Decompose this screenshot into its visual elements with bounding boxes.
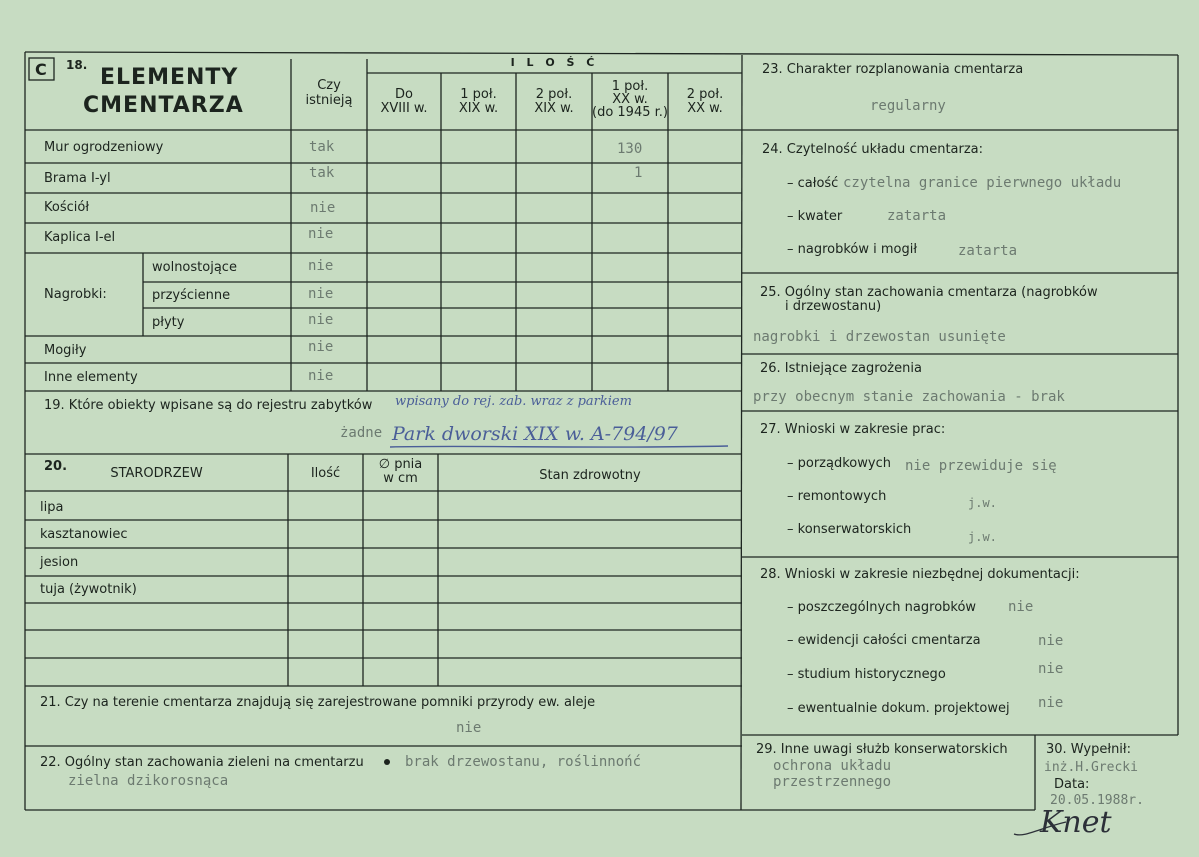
column-diameter-header: ∅ pnia w cm (378, 457, 423, 486)
section-25-label-line1: 25. Ogólny stan zachowania cmentarza (nagrobków (760, 285, 1098, 300)
bullet-mark (384, 759, 390, 765)
mogily-exists-value: nie (308, 339, 334, 355)
wolnostojace-exists-value: nie (308, 258, 334, 274)
section-22-label: 22. Ogólny stan zachowania zieleni na cmentarzu (40, 755, 364, 770)
period-header: 1 poł. XX w. (do 1945 r.) (592, 79, 668, 120)
section-23-value: regularny (870, 98, 946, 114)
row-label-brama: Brama I-yl (44, 171, 111, 186)
kosciol-exists-value: nie (310, 200, 336, 216)
section-19-label: 19. Które obiekty wpisane są do rejestru zabytków (44, 398, 373, 413)
section-27-item-value: nie przewiduje się (905, 458, 1057, 474)
period-header: 1 poł. XIX w. (458, 87, 499, 116)
section-29-label: 29. Inne uwagi służb konserwatorskich (756, 742, 1008, 757)
section-24-kwater-label: – kwater (787, 209, 843, 224)
section-21-label: 21. Czy na terenie cmentarza znajdują się zarejestrowane pomniki przyrody ew. aleje (40, 695, 596, 710)
ilosc-header: I L O Ś Ć (510, 56, 599, 69)
section-30-label: 30. Wypełnił: (1046, 742, 1131, 757)
row-label-inne: Inne elementy (44, 370, 138, 385)
section-18-number: 18. (66, 58, 88, 72)
handwritten-underline (388, 444, 733, 450)
inne-exists-value: nie (308, 368, 334, 384)
column-quantity-header: Ilość (310, 466, 341, 481)
signature: Knet (1040, 805, 1112, 840)
section-29-value-line2: przestrzennego (773, 774, 892, 790)
section-21-value: nie (456, 720, 482, 736)
section-29-value-line1: ochrona układu (773, 758, 892, 774)
date-label: Data: (1054, 777, 1090, 792)
section-27-label: 27. Wnioski w zakresie prac: (760, 422, 946, 437)
column-health-header: Stan zdrowotny (539, 468, 641, 483)
section-24-calosc-value: czytelna granice pierwnego układu (843, 175, 1122, 191)
kaplica-exists-value: nie (308, 226, 334, 242)
date-value: 20.05.1988r. (1050, 793, 1144, 808)
section-19-handwritten-line1: wpisany do rej. zab. wraz z parkiem (395, 394, 632, 409)
section-18-title-line1: ELEMENTY (100, 65, 239, 90)
section-19-handwritten-line2: Park dworski XIX w. A-794/97 (392, 423, 678, 445)
section-28-item-value: nie (1038, 695, 1064, 711)
section-27-item-label: – remontowych (787, 489, 887, 504)
section-28-item-value: nie (1008, 599, 1034, 615)
przyscienne-exists-value: nie (308, 286, 334, 302)
section-26-value: przy obecnym stanie zachowania - brak (753, 389, 1065, 405)
period-header: Do XVIII w. (380, 87, 428, 116)
section-24-kwater-value: zatarta (887, 208, 947, 224)
mur-count-value: 130 (617, 141, 643, 157)
tree-name: jesion (40, 555, 79, 570)
section-27-item-label: – porządkowych (787, 456, 891, 471)
section-28-item-value: nie (1038, 633, 1064, 649)
section-27-item-label: – konserwatorskich (787, 522, 912, 537)
section-22-value-line2: zielna dzikorosnąca (68, 773, 229, 789)
brama-exists-value: tak (309, 165, 335, 181)
section-25-value: nagrobki i drzewostan usunięte (753, 329, 1006, 345)
row-label-mogily: Mogiły (44, 343, 87, 358)
section-25-label-line2: i drzewostanu) (785, 299, 882, 314)
row-label-mur: Mur ogrodzeniowy (44, 140, 164, 155)
column-exists-header: Czy istnieją (305, 78, 353, 108)
tree-name: tuja (żywotnik) (40, 582, 137, 597)
period-header: 2 poł. XX w. (686, 87, 724, 116)
section-24-nagrobkow-value: zatarta (958, 243, 1018, 259)
signature-flourish (1010, 812, 1070, 842)
section-20-number: 20. (44, 459, 68, 474)
section-22-value-line1: brak drzewostanu, roślinnońć (405, 754, 642, 770)
section-28-label: 28. Wnioski w zakresie niezbędnej dokumentacji: (760, 567, 1080, 582)
section-28-item-label: – studium historycznego (787, 667, 946, 682)
section-20-title: STARODRZEW (110, 466, 203, 481)
section-24-label: 24. Czytelność układu cmentarza: (762, 142, 984, 157)
section-letter: C (35, 60, 47, 79)
row-label-kosciol: Kościół (44, 200, 90, 215)
section-28-item-label: – poszczególnych nagrobków (787, 600, 977, 615)
section-27-item-value: j.w. (968, 496, 997, 510)
brama-count-value: 1 (634, 165, 643, 181)
row-label-plyty: płyty (152, 315, 185, 330)
section-28-item-value: nie (1038, 661, 1064, 677)
section-23-label: 23. Charakter rozplanowania cmentarza (762, 62, 1024, 77)
section-26-label: 26. Istniejące zagrożenia (760, 361, 922, 376)
section-19-value: żadne (340, 425, 383, 441)
row-label-wolnostojace: wolnostojące (152, 260, 237, 275)
section-24-nagrobkow-label: – nagrobków i mogił (787, 242, 918, 257)
period-header: 2 poł. XIX w. (534, 87, 574, 116)
row-label-nagrobki: Nagrobki: (44, 287, 107, 302)
section-28-item-label: – ewidencji całości cmentarza (787, 633, 981, 648)
row-label-kaplica: Kaplica I-el (44, 230, 116, 245)
section-24-calosc-label: – całość (787, 176, 839, 191)
tree-name: lipa (40, 500, 64, 515)
tree-name: kasztanowiec (40, 527, 128, 542)
plyty-exists-value: nie (308, 312, 334, 328)
mur-exists-value: tak (309, 139, 335, 155)
row-label-przyscienne: przyścienne (152, 288, 231, 303)
section-28-item-label: – ewentualnie dokum. projektowej (787, 701, 1010, 716)
filled-by-name: inż.H.Grecki (1044, 760, 1138, 775)
section-18-title-line2: CMENTARZA (83, 93, 244, 118)
section-27-item-value: j.w. (968, 530, 997, 544)
